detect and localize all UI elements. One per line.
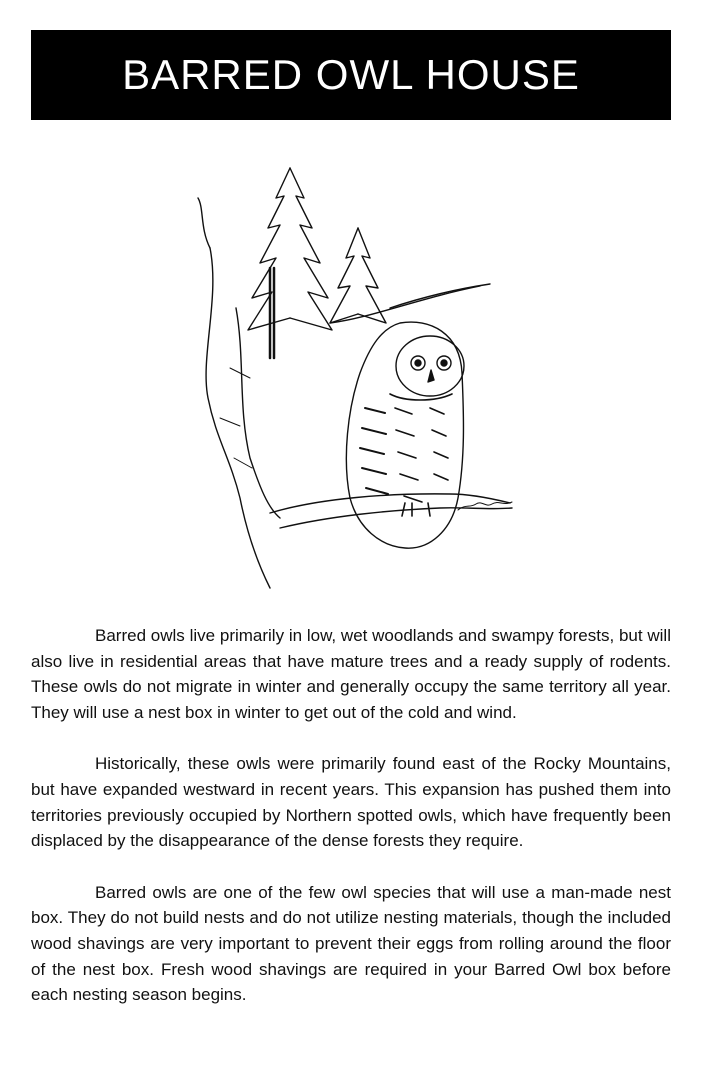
fir-tree-right — [330, 228, 386, 323]
fir-tree-left — [248, 168, 332, 358]
article-body — [31, 623, 671, 1034]
title-banner — [31, 30, 671, 120]
paragraph-habitat: Barred owls live primarily in low, wet woodlands and swampy forests, but will also live in residential areas that have mature trees and a ready supply of rodents. These owls do not migrate in winter and generally occupy the same territory all year. They will use a nest box in winter to get out of the cold and wind. — [31, 626, 671, 722]
paragraph-history: Historically, these owls were primarily found east of the Rocky Mountains, but have expanded westward in recent years. This expansion has pushed them into territories previously occupied by Northern spotted owls, which have frequently been displaced by the disappearance of the dense forests they require. — [31, 754, 671, 851]
paragraph-nest-box: Barred owls are one of the few owl species that will use a man-made nest box. They do not build nests and do not utilize nesting materials, though the included wood shavings are very important to prevent their eggs from rolling around the floor of the nest box. Fresh wood shavings are required in your Barred Owl box before each nesting season begins. — [31, 882, 671, 1005]
barred-owl-illustration — [190, 158, 530, 598]
page-title: BARRED OWL HOUSE — [122, 51, 580, 98]
